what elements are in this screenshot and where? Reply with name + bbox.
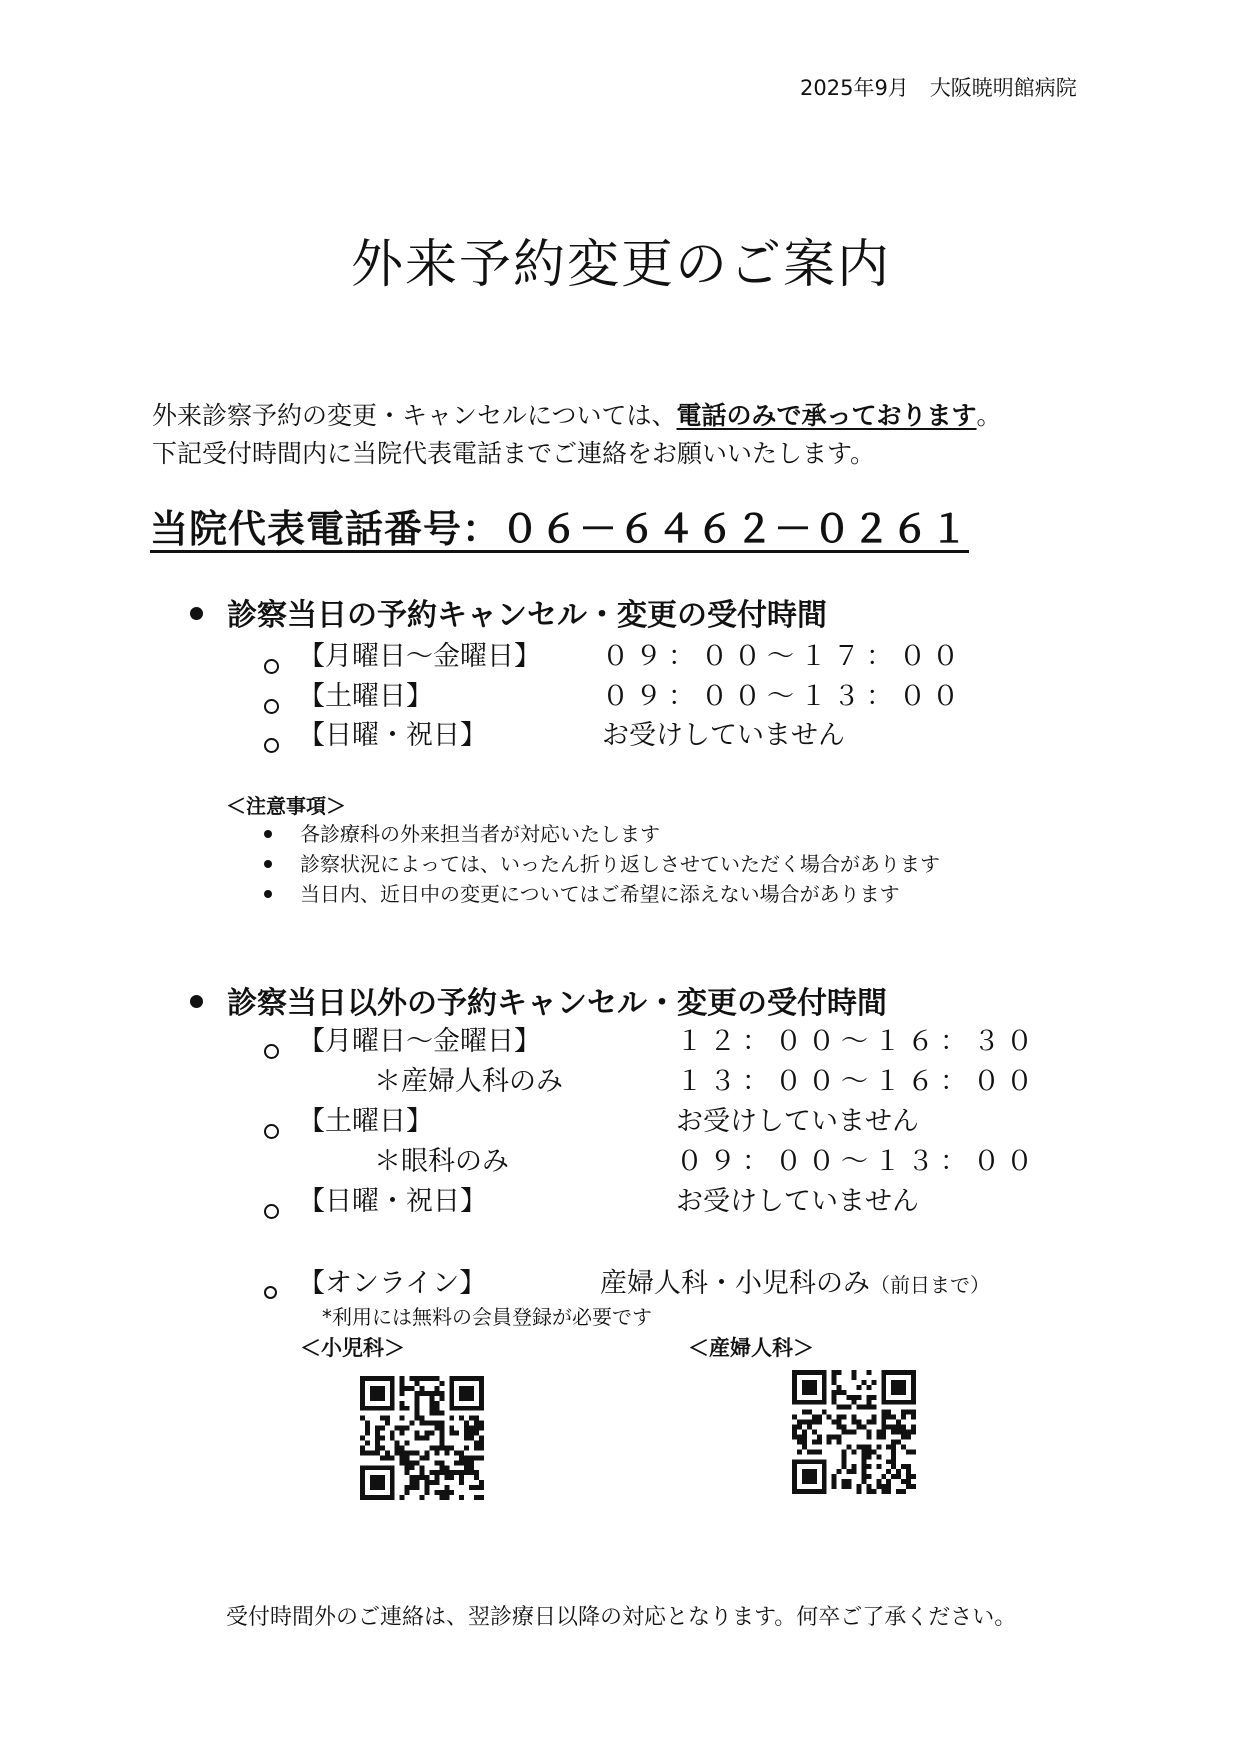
circle-bullet-icon	[264, 699, 279, 714]
bullet-icon	[190, 995, 203, 1008]
other-day-weekday-time: １２：００～１６：３０	[676, 1026, 1039, 1057]
bullet-icon	[264, 860, 272, 868]
other-day-holiday-status: お受けしていません	[676, 1186, 919, 1217]
circle-bullet-icon	[264, 1204, 279, 1219]
footer-note: 受付時間外のご連絡は、翌診療日以降の対応となります。何卒ご了承ください。	[226, 1605, 1017, 1630]
qr-label-pediatrics: ＜小児科＞	[300, 1336, 405, 1360]
circle-bullet-icon	[264, 1286, 277, 1299]
same-day-saturday-label: 【土曜日】	[298, 681, 433, 712]
same-day-weekday-time: ０９：００～１７：００	[602, 641, 965, 672]
same-day-heading-text: 診察当日の予約キャンセル・変更の受付時間	[227, 598, 827, 633]
online-registration-note: *利用には無料の会員登録が必要です	[322, 1305, 652, 1329]
other-day-obgyn-label: ＊産婦人科のみ	[374, 1066, 563, 1097]
qr-label-obgyn: ＜産婦人科＞	[688, 1336, 814, 1360]
other-day-ophthalmology-label: ＊眼科のみ	[374, 1146, 509, 1177]
other-day-weekday-label: 【月曜日～金曜日】	[298, 1026, 541, 1057]
other-day-saturday-label: 【土曜日】	[298, 1106, 433, 1137]
other-day-saturday-status: お受けしていません	[676, 1106, 919, 1137]
same-day-heading	[190, 590, 827, 634]
circle-bullet-icon	[264, 738, 279, 753]
other-day-holiday-label: 【日曜・祝日】	[298, 1186, 487, 1217]
circle-bullet-icon	[264, 1124, 279, 1139]
other-day-heading-text: 診察当日以外の予約キャンセル・変更の受付時間	[227, 986, 887, 1021]
header-date-organization: 2025年9月 大阪暁明館病院	[800, 76, 1077, 100]
qr-code-obgyn[interactable]	[792, 1370, 916, 1494]
circle-bullet-icon	[264, 1044, 279, 1059]
note-item: 当日内、近日中の変更についてはご希望に添えない場合があります	[300, 882, 900, 906]
intro-emphasis: 電話のみで承っております	[676, 401, 977, 430]
intro-period: 。	[976, 401, 1002, 430]
same-day-saturday-time: ０９：００～１３：００	[602, 681, 965, 712]
same-day-holiday-label: 【日曜・祝日】	[298, 720, 487, 751]
online-label: 【オンライン】	[298, 1268, 487, 1299]
qr-code-pediatrics[interactable]	[360, 1376, 484, 1500]
other-day-ophthalmology-time: ０９：００～１３：００	[676, 1146, 1039, 1177]
same-day-weekday-label: 【月曜日～金曜日】	[298, 641, 541, 672]
online-departments: 産婦人科・小児科のみ	[600, 1268, 870, 1299]
page-title: 外来予約変更のご案内	[350, 235, 891, 295]
same-day-holiday-status: お受けしていません	[602, 720, 845, 751]
intro-text: 外来診察予約の変更・キャンセルについては、	[152, 401, 677, 430]
bullet-icon	[264, 890, 272, 898]
note-item: 診察状況によっては、いったん折り返しさせていただく場合があります	[300, 852, 940, 876]
online-text	[600, 1261, 990, 1300]
other-day-obgyn-time: １３：００～１６：００	[676, 1066, 1039, 1097]
intro-line-2: 下記受付時間内に当院代表電話までご連絡をお願いいたします。	[152, 439, 876, 468]
main-phone-number: 当院代表電話番号：０６－６４６２－０２６１	[150, 507, 970, 551]
bullet-icon	[190, 607, 203, 620]
note-item: 各診療科の外来担当者が対応いたします	[300, 822, 660, 846]
online-deadline: （前日まで）	[870, 1273, 990, 1297]
notes-heading: ＜注意事項＞	[226, 794, 346, 818]
bullet-icon	[264, 830, 272, 838]
circle-bullet-icon	[264, 659, 279, 674]
intro-line-1	[152, 396, 1002, 432]
other-day-heading	[190, 978, 887, 1022]
